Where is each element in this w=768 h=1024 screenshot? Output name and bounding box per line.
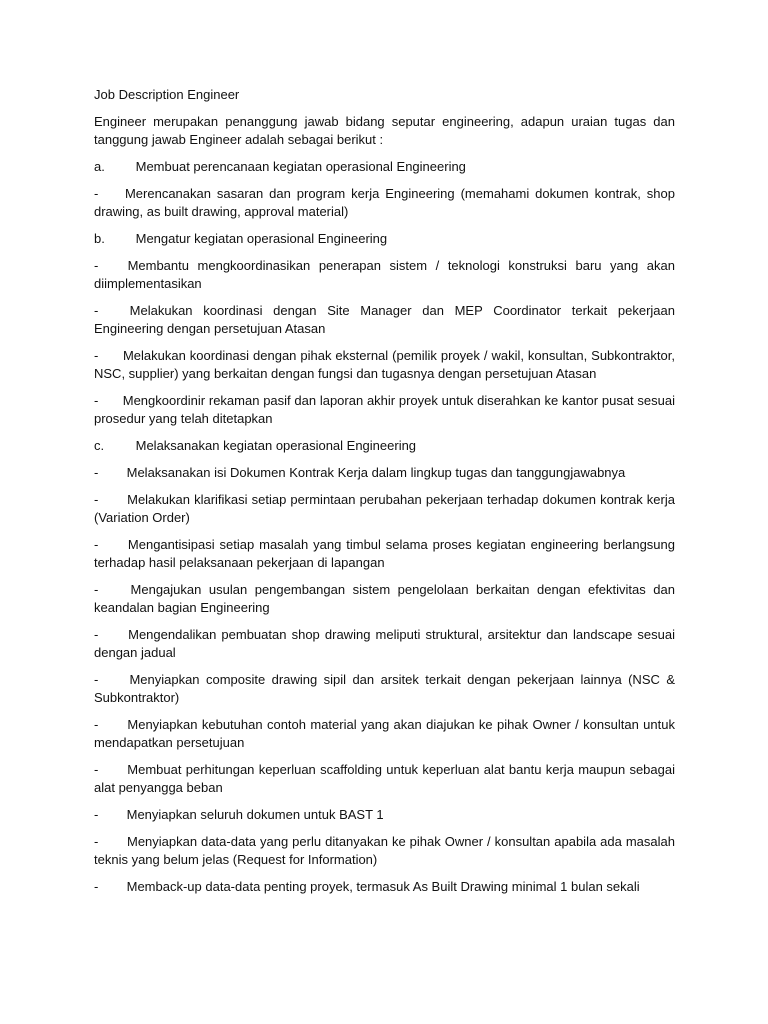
section-c-item — [94, 716, 675, 752]
section-c-item — [94, 581, 675, 617]
dash-marker: - — [94, 672, 99, 687]
dash-marker: - — [94, 186, 99, 201]
dash-marker: - — [94, 582, 99, 597]
dash-marker: - — [94, 303, 99, 318]
section-c-item — [94, 761, 675, 797]
section-a-item — [94, 185, 675, 221]
dash-marker: - — [94, 627, 99, 642]
section-b-item — [94, 392, 675, 428]
item-text: Melakukan klarifikasi setiap permintaan perubahan pekerjaan terhadap dokumen kontrak kerja (Variation Order) — [94, 492, 675, 525]
section-c-item — [94, 833, 675, 869]
section-c-heading — [94, 437, 675, 455]
item-text: Membuat perhitungan keperluan scaffolding untuk keperluan alat bantu kerja maupun sebagai alat penyangga beban — [94, 762, 675, 795]
section-c-item — [94, 536, 675, 572]
section-b-item — [94, 347, 675, 383]
dash-marker: - — [94, 258, 99, 273]
item-text: Merencanakan sasaran dan program kerja Engineering (memahami dokumen kontrak, shop drawing, as built drawing, approval material) — [94, 186, 675, 219]
item-text: Mengkoordinir rekaman pasif dan laporan akhir proyek untuk diserahkan ke kantor pusat sesuai prosedur yang telah ditetapkan — [94, 393, 675, 426]
dash-marker: - — [94, 807, 99, 822]
dash-marker: - — [94, 762, 99, 777]
item-text: Melaksanakan isi Dokumen Kontrak Kerja dalam lingkup tugas dan tanggungjawabnya — [126, 465, 626, 480]
dash-marker: - — [94, 537, 99, 552]
document-page — [94, 86, 675, 905]
dash-marker: - — [94, 492, 99, 507]
section-c-item — [94, 878, 675, 896]
item-text: Melakukan koordinasi dengan pihak eksternal (pemilik proyek / wakil, konsultan, Subkontraktor, NSC, supplier) yang berkaitan dengan fungsi dan tugasnya dengan persetujuan Atasan — [94, 348, 675, 381]
dash-marker: - — [94, 393, 99, 408]
item-text: Mengantisipasi setiap masalah yang timbul selama proses kegiatan engineering berlangsung terhadap hasil pelaksanaan pekerjaan di lapangan — [94, 537, 675, 570]
item-text: Menyiapkan seluruh dokumen untuk BAST 1 — [126, 807, 384, 822]
section-c-item — [94, 626, 675, 662]
section-b-item — [94, 302, 675, 338]
document-title: Job Description Engineer — [94, 87, 240, 102]
item-text: Melakukan koordinasi dengan Site Manager dan MEP Coordinator terkait pekerjaan Engineering dengan persetujuan Atasan — [94, 303, 675, 336]
section-c-item — [94, 491, 675, 527]
item-text: Mengendalikan pembuatan shop drawing meliputi struktural, arsitektur dan landscape sesuai dengan jadual — [94, 627, 675, 660]
section-c-item — [94, 671, 675, 707]
dash-marker: - — [94, 834, 99, 849]
item-text: Mengajukan usulan pengembangan sistem pengelolaan berkaitan dengan efektivitas dan keandalan bagian Engineering — [94, 582, 675, 615]
item-text: Memback-up data-data penting proyek, termasuk As Built Drawing minimal 1 bulan sekali — [126, 879, 640, 894]
section-b-heading — [94, 230, 675, 248]
dash-marker: - — [94, 348, 99, 363]
item-text: Menyiapkan kebutuhan contoh material yang akan diajukan ke pihak Owner / konsultan untuk mendapatkan persetujuan — [94, 717, 675, 750]
item-text: Membantu mengkoordinasikan penerapan sistem / teknologi konstruksi baru yang akan diimplementasikan — [94, 258, 675, 291]
section-c-item — [94, 806, 675, 824]
dash-marker: - — [94, 717, 99, 732]
section-marker: a. — [94, 159, 105, 174]
dash-marker: - — [94, 465, 99, 480]
section-heading-text: Membuat perencanaan kegiatan operasional Engineering — [135, 159, 466, 174]
dash-marker: - — [94, 879, 99, 894]
section-heading-text: Melaksanakan kegiatan operasional Engineering — [135, 438, 417, 453]
section-a-heading — [94, 158, 675, 176]
section-marker: b. — [94, 231, 105, 246]
intro-paragraph: Engineer merupakan penanggung jawab bidang seputar engineering, adapun uraian tugas dan tanggung jawab Engineer adalah sebagai berikut : — [94, 114, 675, 147]
section-b-item — [94, 257, 675, 293]
section-marker: c. — [94, 438, 105, 453]
item-text: Menyiapkan data-data yang perlu ditanyakan ke pihak Owner / konsultan apabila ada masalah teknis yang belum jelas (Request for Information) — [94, 834, 675, 867]
item-text: Menyiapkan composite drawing sipil dan arsitek terkait dengan pekerjaan lainnya (NSC & Subkontraktor) — [94, 672, 675, 705]
section-heading-text: Mengatur kegiatan operasional Engineering — [135, 231, 388, 246]
section-c-item — [94, 464, 675, 482]
